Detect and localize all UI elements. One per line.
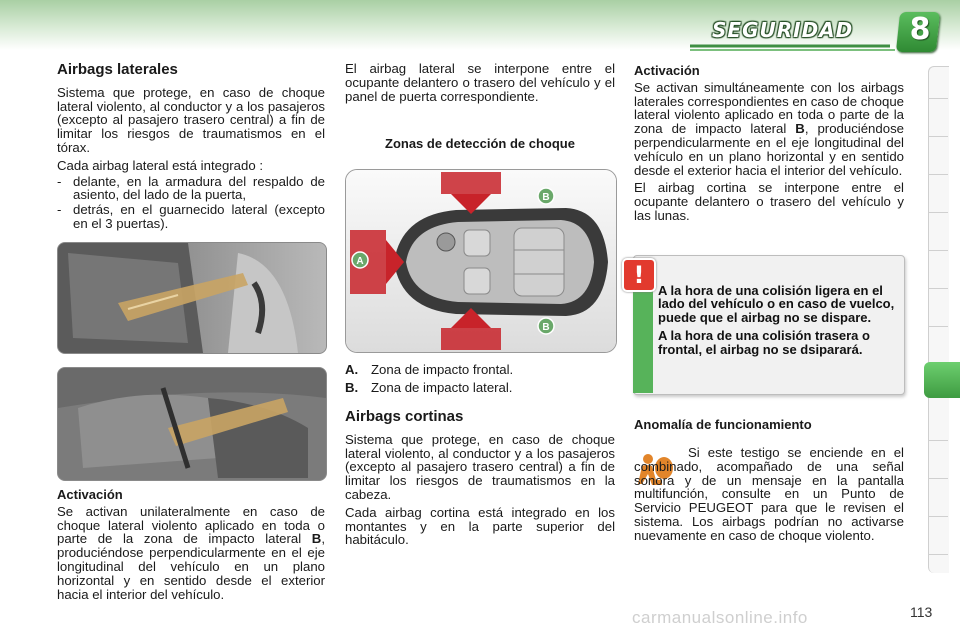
diagram-label-a: A: [356, 256, 364, 267]
detection-zones-diagram: [345, 169, 617, 353]
photo-front-seat-airbag: [57, 242, 327, 354]
tab-divider: [928, 212, 948, 213]
column-2: [345, 62, 615, 107]
diagram-label-b-bottom: B: [542, 322, 550, 333]
tab-divider: [928, 516, 948, 517]
bullet-item: - delante, en la armadura del respaldo de asiento, del lado de la puerta,: [57, 173, 325, 203]
warning-exclamation-icon: !: [622, 258, 656, 292]
section-title: SEGURIDAD: [712, 18, 854, 42]
curtain-airbags-description: Sistema que protege, en caso de choque lateral violento, al conductor y a los pasajeros (excepto al pasajero trasero central) a fin de limitar los riesgos de traumatismos en la cabeza.: [345, 431, 615, 502]
warning-light-collision: A la hora de una colisión ligera en el lado del vehículo o en caso de vuelco, puede que el airbag no se dispare.: [658, 283, 895, 325]
activation-description: Se activan unilateralmente en caso de choque lateral violento aplicado en toda o parte de la zona de impacto lateral B, produciéndose perpendicularmente en el eje longitudinal del vehículo en un plano horizontal y en sentido desde el exterior hacia el interior del vehículo.: [57, 503, 325, 602]
page-number: 113: [910, 604, 933, 620]
tab-divider: [928, 174, 948, 175]
side-airbags-description: Sistema que protege, en caso de choque lateral violento, al conductor y a los pasajeros (excepto al pasajero trasero central) a fin de limitar los riesgos de traumatismos en el tórax.: [57, 84, 325, 155]
tab-divider: [928, 136, 948, 137]
front-seat-illustration: [58, 243, 326, 353]
tab-divider: [928, 250, 948, 251]
legend-item: B. Zona de impacto lateral.: [345, 380, 513, 395]
heading-activation-curtain: Activación: [634, 63, 700, 78]
warning-text: [658, 284, 898, 361]
side-airbags-location-intro: Cada airbag lateral está integrado :: [57, 157, 264, 173]
chapter-tab-active[interactable]: [924, 362, 960, 398]
legend-item: A. Zona de impacto frontal.: [345, 362, 514, 377]
tab-divider: [928, 288, 948, 289]
column-1: [57, 63, 325, 232]
column-1-activation: [57, 488, 325, 605]
curtain-airbag-position: El airbag cortina se interpone entre el ocupante delantero o trasero del vehículo y las lunas.: [634, 180, 904, 223]
watermark-text: carmanualsonline.info: [632, 608, 808, 627]
warning-rear-front-collision: A la hora de una colisión trasera o frontal, el airbag no se dsiparará.: [658, 328, 870, 357]
curtain-activation-description: Se activan simultáneamente con los airbags laterales correspondientes en caso de choque lateral violento aplicado en toda o parte de la zona de impacto lateral B, produciéndose perpendicularmente en el eje longitudinal del vehículo en un plano horizontal y en sentido desde el exterior hacia el interior del vehículo.: [634, 79, 904, 178]
heading-curtain-airbags: Airbags cortinas: [345, 408, 464, 425]
chapter-tabs: [928, 66, 949, 573]
zones-legend: [345, 362, 615, 398]
bullet-item: - detrás, en el guarnecido lateral (excepto en el 3 puertas).: [57, 202, 325, 231]
tab-divider: [928, 478, 948, 479]
column-2-curtain: [345, 410, 615, 551]
chapter-number: 8: [909, 12, 931, 47]
heading-malfunction: Anomalía de funcionamiento: [634, 417, 812, 432]
diagram-label-b-top: B: [542, 192, 550, 203]
column-3: [634, 64, 904, 227]
curtain-airbags-location: Cada airbag cortina está integrado en los montantes y en la parte superior del habitáculo.: [345, 504, 615, 548]
tab-divider: [928, 98, 948, 99]
car-top-view-illustration: [346, 170, 616, 352]
rear-seat-illustration: [58, 368, 326, 480]
malfunction-text-wrap: [634, 446, 904, 547]
side-airbag-position: El airbag lateral se interpone entre el ocupante delantero o trasero del vehículo y el panel de puerta correspondiente.: [345, 61, 615, 104]
heading-detection-zones: Zonas de detección de choque: [385, 136, 575, 151]
malfunction-description: Si este testigo se enciende en el combinado, acompañado de una señal sonora y de un mensaje en la pantalla multifunción, consulte en un Punto de Servicio PEUGEOT para que le revisen el sistema. Los airbags podrían no activarse nuevamente en caso de choque violento.: [634, 445, 904, 543]
tab-divider: [928, 326, 948, 327]
photo-rear-seat-airbag: [57, 367, 327, 481]
malfunction-heading-wrap: [634, 418, 904, 432]
tab-divider: [928, 440, 948, 441]
tab-divider: [928, 554, 948, 555]
zones-heading-wrap: [345, 137, 615, 151]
heading-activation: Activación: [57, 487, 123, 502]
heading-side-airbags: Airbags laterales: [57, 61, 178, 78]
